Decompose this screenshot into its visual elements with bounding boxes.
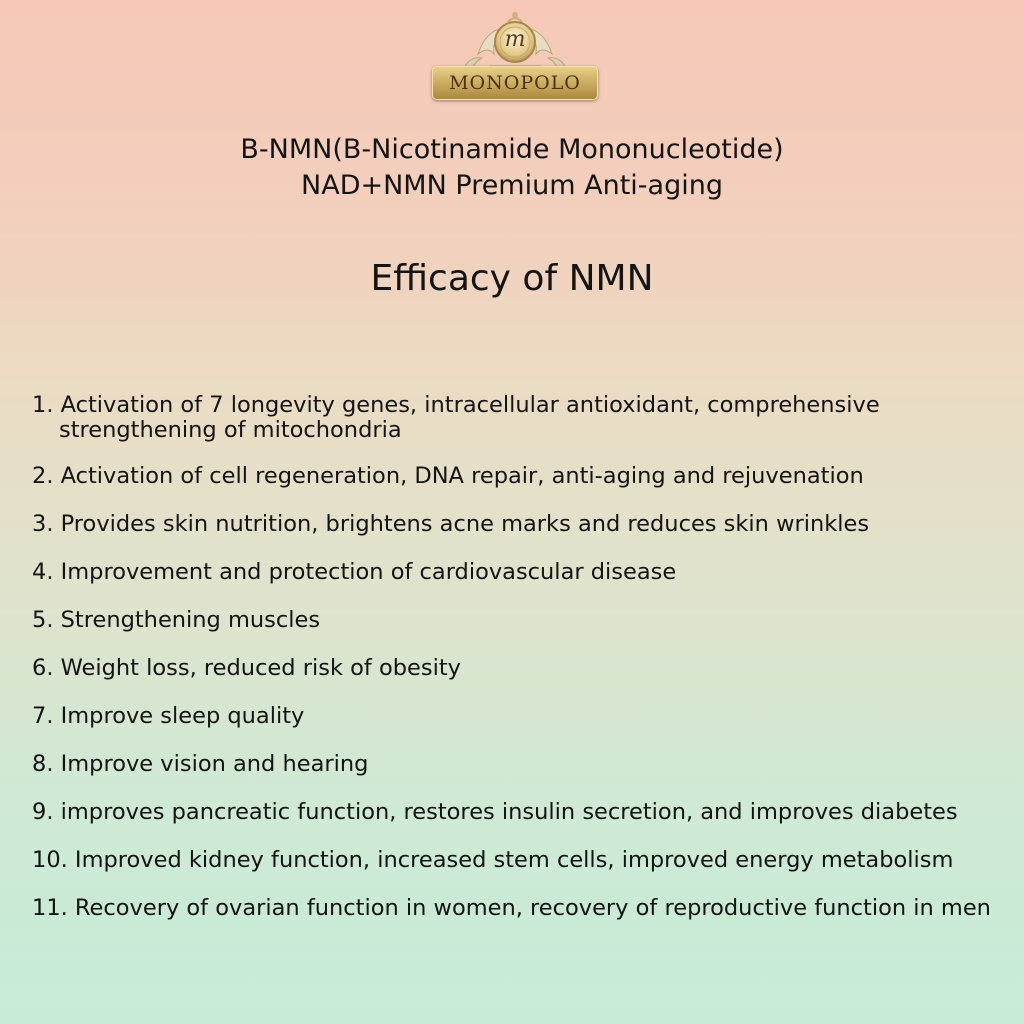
list-item [32,800,1012,825]
list-item-text: 11. Recovery of ovarian function in women, recovery of reproductive function in men [32,895,991,921]
list-item-text: 3. Provides skin nutrition, brightens acne marks and reduces skin wrinkles [32,511,870,537]
page-title: Efficacy of NMN [370,258,654,299]
list-item-text: 9. improves pancreatic function, restores insulin secretion, and improves diabetes [32,799,958,825]
logo-monogram: m [504,27,526,52]
list-item [32,656,1012,681]
list-item-text: 10. Improved kidney function, increased stem cells, improved energy metabolism [32,847,954,873]
list-item-text: 5. Strengthening muscles [32,607,321,633]
list-item-continuation: strengthening of mitochondria [59,417,402,443]
list-item-text: 2. Activation of cell regeneration, DNA repair, anti-aging and rejuvenation [32,463,864,489]
list-item [32,752,1012,777]
subtitle-line-2: NAD+NMN Premium Anti-aging [301,170,723,201]
list-item [32,512,1012,537]
list-item [32,560,1012,585]
list-item-text: 7. Improve sleep quality [32,703,305,729]
subtitle-line-1: B-NMN(B-Nicotinamide Mononucleotide) [240,134,784,165]
brand-nameplate [432,66,598,100]
brand-name: MONOPOLO [449,72,581,94]
list-item [32,704,1012,729]
list-item [32,464,1012,489]
list-item-text: 8. Improve vision and hearing [32,751,369,777]
list-item [32,608,1012,633]
list-item [32,896,1012,921]
list-item [32,848,1012,873]
list-item-text: 1. Activation of 7 longevity genes, intracellular antioxidant, comprehensive [32,392,880,418]
list-item-text: 6. Weight loss, reduced risk of obesity [32,655,461,681]
list-item-text: 4. Improvement and protection of cardiovascular disease [32,559,677,585]
list-item [32,393,1012,443]
